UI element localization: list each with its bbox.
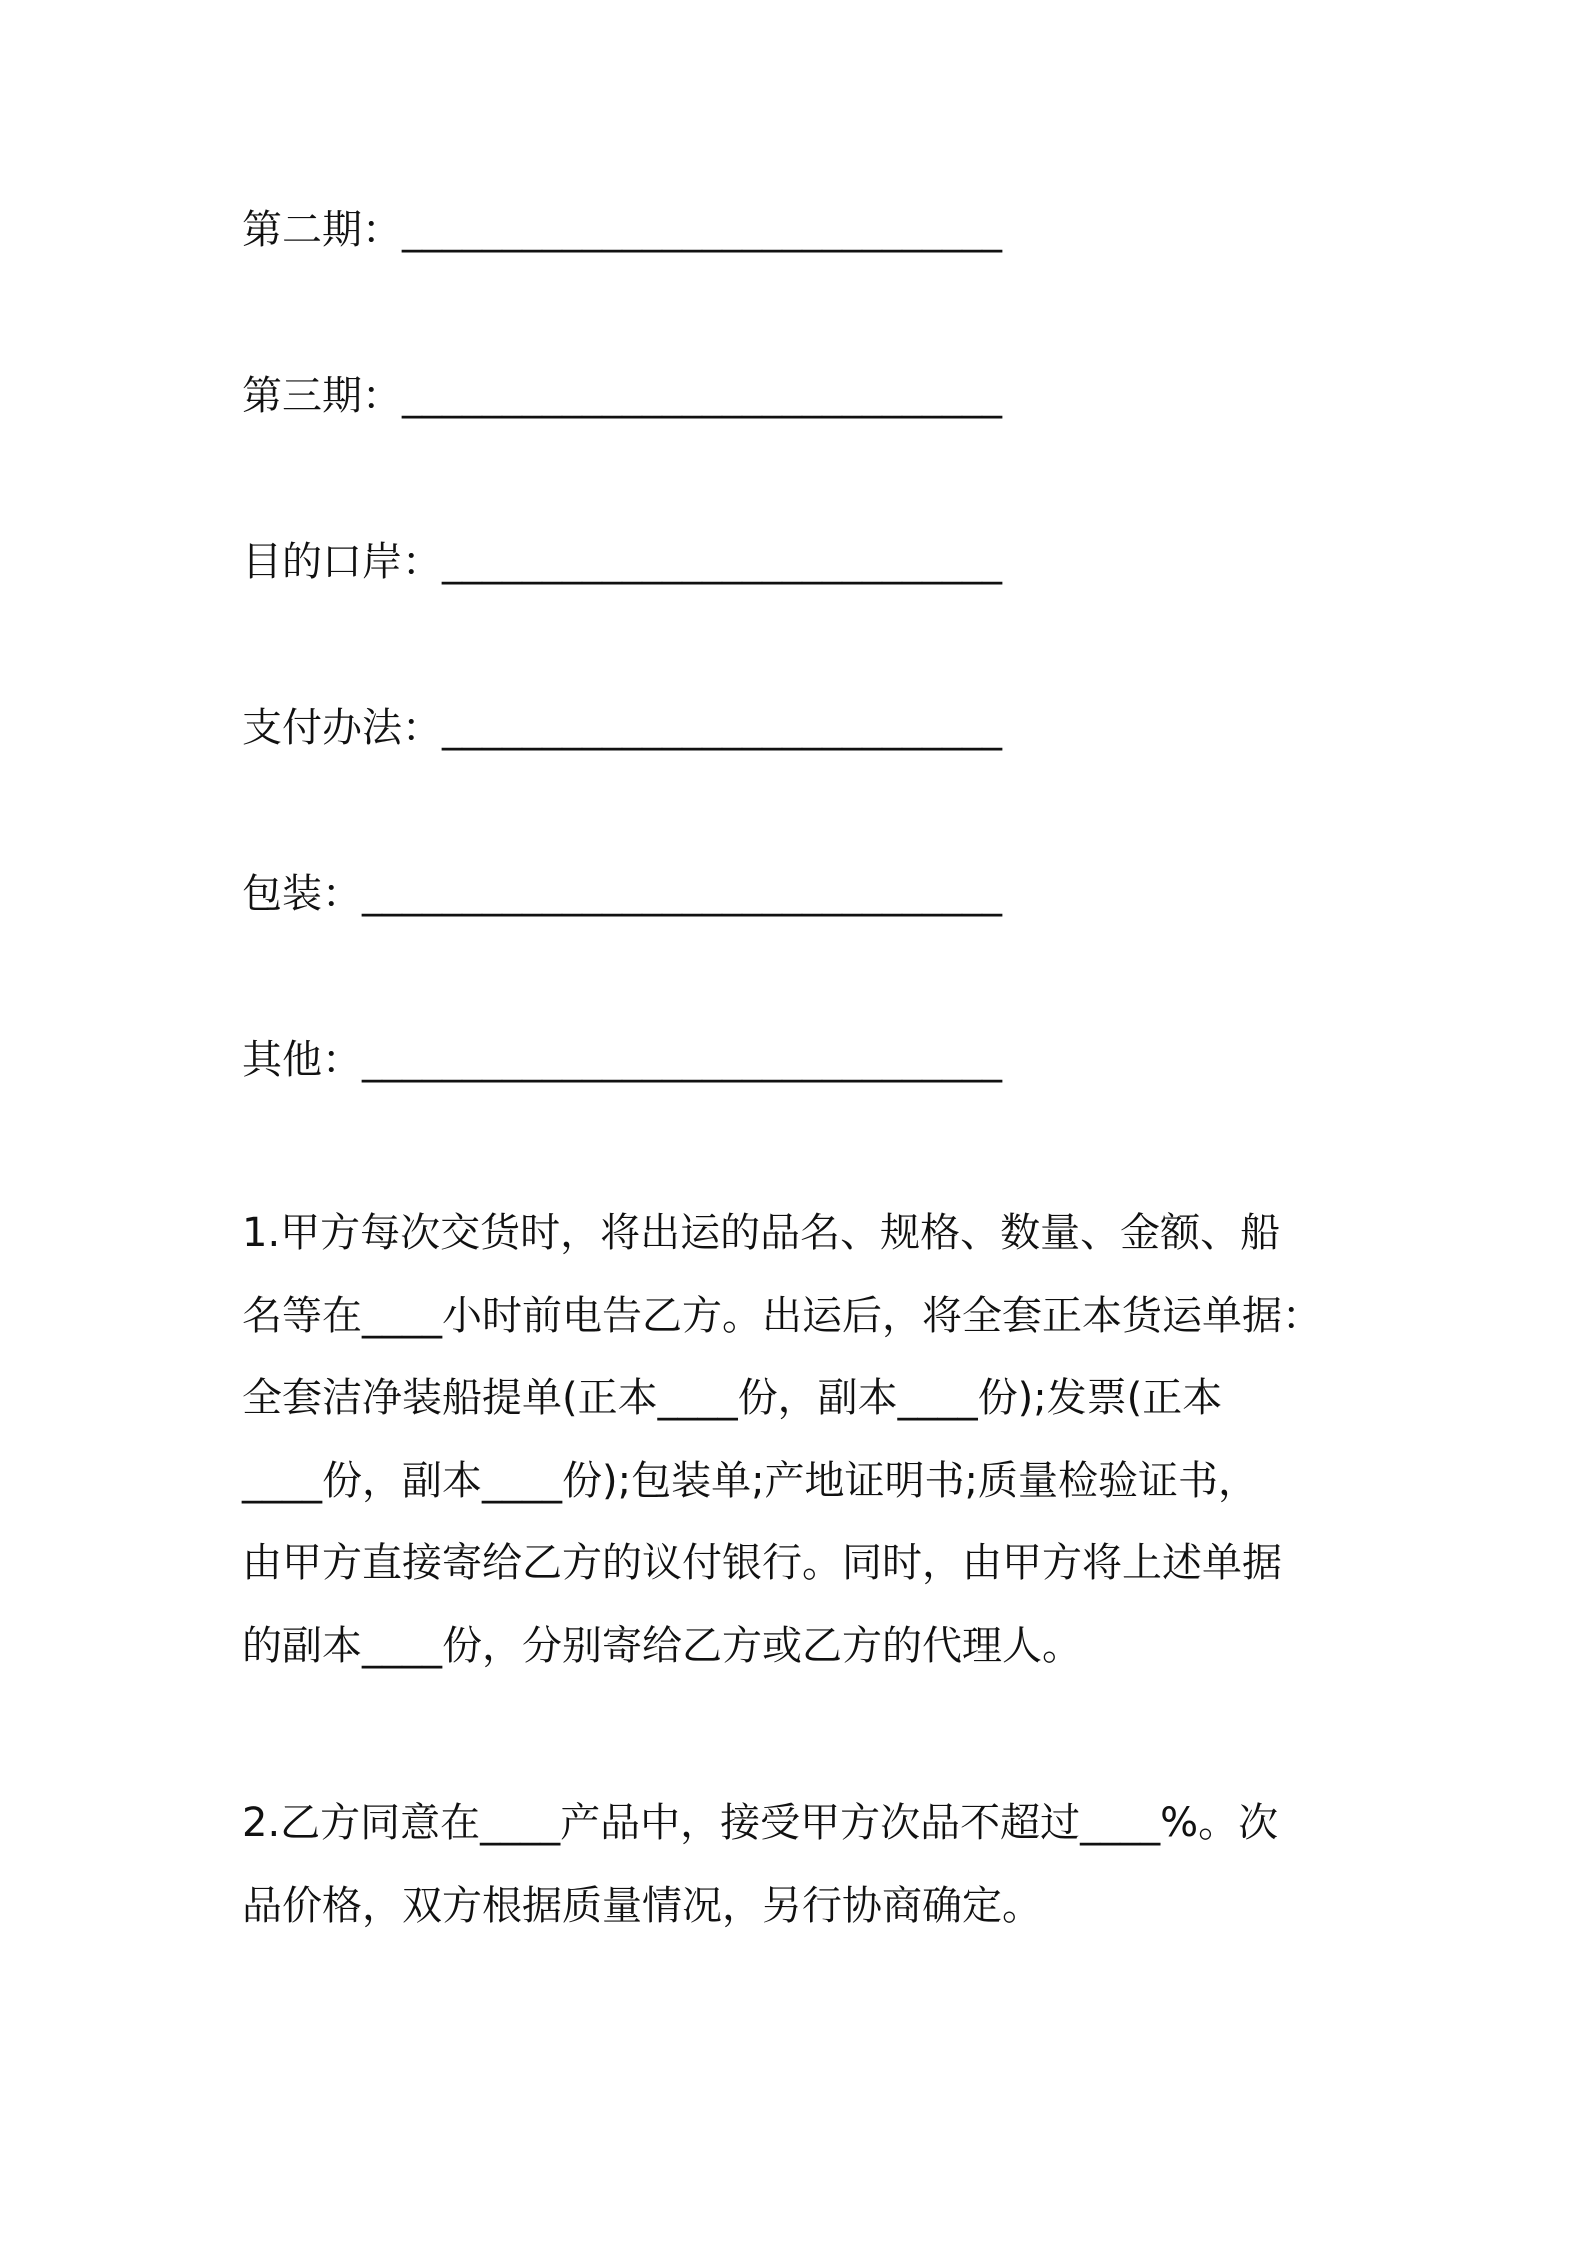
clause-1-line: ____份，副本____份);包装单;产地证明书;质量检验证书， bbox=[242, 1457, 1259, 1504]
field-label: 目的口岸： bbox=[242, 539, 442, 585]
clause-1-line: 1.甲方每次交货时，将出运的品名、规格、数量、金额、船 bbox=[242, 1210, 1281, 1256]
field-blank[interactable]: ____________________________ bbox=[442, 539, 1002, 585]
field-blank[interactable]: ________________________________ bbox=[362, 1037, 1002, 1083]
field-destination-port bbox=[242, 532, 1002, 592]
field-label: 包装： bbox=[242, 871, 362, 917]
clause-2-paragraph bbox=[242, 1782, 1357, 1947]
clause-1-line: 由甲方直接寄给乙方的议付银行。同时，由甲方将上述单据 bbox=[242, 1540, 1282, 1586]
field-label: 第二期： bbox=[242, 207, 402, 253]
field-blank[interactable]: ______________________________ bbox=[402, 207, 1002, 253]
field-label: 其他： bbox=[242, 1037, 362, 1083]
field-other bbox=[242, 1030, 1002, 1090]
field-phase-3 bbox=[242, 366, 1002, 426]
field-label: 第三期： bbox=[242, 373, 402, 419]
clause-2-line: 品价格，双方根据质量情况，另行协商确定。 bbox=[242, 1882, 1042, 1929]
field-label: 支付办法： bbox=[242, 705, 442, 751]
clause-1-paragraph bbox=[242, 1192, 1357, 1687]
clause-1-line: 的副本____份，分别寄给乙方或乙方的代理人。 bbox=[242, 1622, 1082, 1669]
clause-2-line: 2.乙方同意在____产品中，接受甲方次品不超过____%。次 bbox=[242, 1800, 1279, 1846]
field-blank[interactable]: ____________________________ bbox=[442, 705, 1002, 751]
clause-1-line: 名等在____小时前电告乙方。出运后，将全套正本货运单据： bbox=[242, 1292, 1322, 1339]
clause-1-line: 全套洁净装船提单(正本____份，副本____份);发票(正本 bbox=[242, 1375, 1223, 1421]
field-phase-2 bbox=[242, 200, 1002, 260]
field-blank[interactable]: ______________________________ bbox=[402, 373, 1002, 419]
field-packaging bbox=[242, 864, 1002, 924]
field-blank[interactable]: ________________________________ bbox=[362, 871, 1002, 917]
field-payment-method bbox=[242, 698, 1002, 758]
